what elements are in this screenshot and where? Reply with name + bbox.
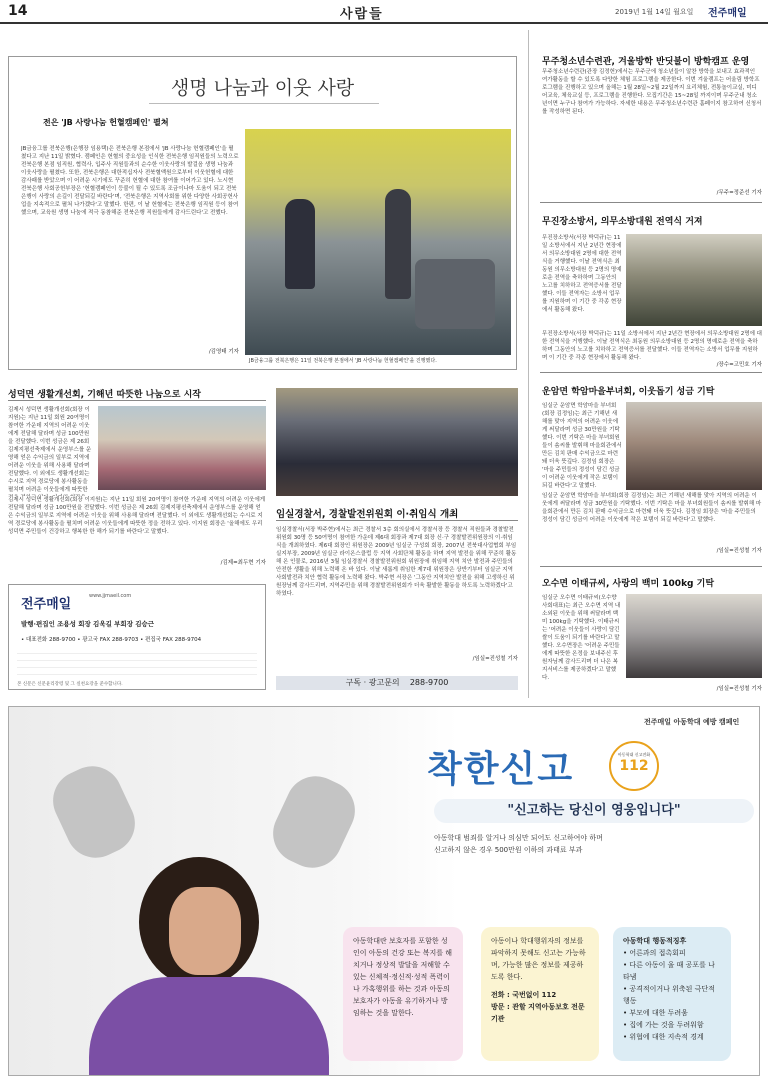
signs-item: • 다른 아동이 울 때 공포를 나타냄: [623, 961, 715, 981]
shadow-hand-left: [43, 756, 144, 867]
ad-box-definition: [343, 927, 463, 1061]
shadow-hand-right: [263, 766, 364, 877]
main-photo-caption: JB금융그룹 전북은행은 11일 전북은행 본점에서 'JB 사랑나눔 헌혈캠페인'을 진행했다.: [249, 358, 437, 364]
shelter-group-photo: [98, 406, 266, 490]
shelter-article-title: 성덕면 생활개선회, 기해년 따뜻한 나눔으로 시작: [8, 390, 201, 400]
photo-person: [385, 189, 411, 299]
title-rule: [8, 400, 266, 401]
right-article-body-3b: 임실군 운암면 학암마을 부녀회(회장 김정임)는 최근 기해년 새해를 맞아 지역의 어려운 이웃에게 써달라며 성금 30만원을 기탁했다. 이번 기탁은 마을 부녀회원들이 솜씨를 발휘해 마을회관에서 만든 김치 판매 수익금으로 마련돼 더욱 뜻깊다. 김정임 회장은 '마을 주민들의 정성이 담긴 성금이 어려운 이웃에게 작은 보탬이 되길 바란다'고 말했다.: [542, 493, 762, 523]
right-article-body-4: 임실군 오수면 이태규씨(오수향사회대표)는 최근 오수면 지역 내 소외된 이웃을 위해 써달라며 백미 100kg을 기탁했다. 이태규씨는 '어려운 이웃들이 사랑이 담긴 쌀이 도움이 되기를 바란다'고 말했다. 오수면장은 '어려운 주민들에게 따뜻한 온정을 보내주신 후원자님께 감사드리며 더 나은 복지서비스를 제공하겠다'고 말했다.: [542, 595, 621, 681]
main-article-byline: /김영태 기자: [208, 349, 239, 355]
ad-desc-1: 아동학대 범죄를 알거나 의심만 되어도 신고하여야 하며: [434, 834, 603, 842]
brand-logo: 전주매일: [708, 8, 747, 19]
face: [169, 887, 241, 975]
header-rule: [0, 22, 768, 24]
right-article-title-3: 운암면 학암마을부녀회, 이웃돕기 성금 기탁: [542, 387, 715, 397]
column-rule: [528, 30, 529, 698]
article-divider: [540, 202, 762, 203]
main-article-subtitle: 전은 'JB 사랑나눔 헌혈캠페인' 펼쳐: [43, 118, 169, 127]
ad-slogan: "신고하는 당신이 영웅입니다": [434, 799, 754, 823]
subscription-banner: [276, 676, 518, 690]
right-article-byline-1: /무주=정준선 기자: [716, 190, 762, 196]
article-divider: [540, 372, 762, 373]
ad-box-signs-title: 아동학대 행동적징후: [623, 937, 687, 945]
ad-box-definition-text: 아동학대란 보호자를 포함한 성인이 아동의 건강 또는 복지를 해치거나 정상적 발달을 저해할 수 있는 신체적·정신적·성적 폭력이나 가혹행위를 하는 것과 아동의 보호자가 아동을 유기하거나 방임하는 것을 말한다.: [353, 937, 453, 1017]
photo-bed: [415, 259, 495, 329]
ad-box-signs: [613, 927, 731, 1061]
subscription-phone: 288-9700: [409, 678, 449, 687]
masthead-url[interactable]: www.jjmaeil.com: [89, 593, 132, 599]
signs-item: • 공격적이거나 위축된 극단적 행동: [623, 985, 715, 1005]
rice-donation-photo: [626, 594, 762, 678]
right-article-byline-3: /임실=진성철 기자: [716, 548, 762, 554]
ad-box-reporting: [481, 927, 599, 1061]
right-article-byline-2: /장수=고민호 기자: [716, 362, 762, 368]
main-article-title: 생명 나눔과 이웃 사랑: [170, 77, 355, 99]
main-article-box: [8, 56, 517, 370]
police-article-byline: /임실=진성철 기자: [472, 656, 518, 662]
ad-campaign: 전주매일 아동학대 예방 캠페인: [644, 718, 740, 726]
ad-box-phone: 전화 : 국번없이 112: [491, 991, 557, 999]
subscription-label: 구독 · 광고문의: [345, 678, 400, 687]
badge-label: 아동학대 신고전화: [617, 752, 651, 757]
page-number: 14: [8, 3, 28, 19]
signs-item: • 위협에 대한 지속적 경계: [623, 1033, 704, 1041]
shelter-article-byline: /김제=최두현 기자: [220, 560, 266, 566]
right-article-body-2: 무진장소방서(서장 박덕규)는 11일 소방서에서 지난 2년간 현장에서 의무소방대원 2명에 대한 전역식을 거행했다. 이날 전역식은 최동원 의무소방대원 등 2명의 명예로운 전역을 축하하며 그동안의 노고를 치하하고 전역증서를 전달했다. 이들 전역자는 소방서 업무를 지원하며 이 기간 중 각종 현장에서 활동해 왔다.: [542, 235, 622, 313]
photo-person: [285, 199, 315, 289]
article-divider: [540, 566, 762, 567]
masthead-footer: 본 신문은 신문윤리강령 및 그 실천요강을 준수합니다.: [17, 682, 123, 687]
masthead-contact: • 대표전화 288-9700 • 광고국 FAX 288-9703 • 편집국 FAX 288-9704: [21, 637, 202, 643]
masthead-box: [8, 584, 266, 690]
badge-number: 112: [619, 758, 649, 774]
right-article-title-4: 오수면 이태규씨, 사랑의 백미 100kg 기탁: [542, 579, 715, 589]
issue-date: 2019년 1월 14일 월요일: [615, 8, 694, 16]
fire-station-photo: [626, 234, 762, 326]
shelter-article-body-a: 김제시 성덕면 생활개선회(회장 이지원)는 지난 11일 회원 20여명이 참여한 가운데 지역의 어려운 이웃에게 전달해 달라며 성금 100만원을 전달했다. 이번 성금은 제 26회 김제지평선축제에서 운영부스를 운영해 얻은 수익금의 일부로 지역에 어려운 이웃을 위해 사용해 달라며 전달했다. 이 외에도 생활개선회는 수시로 지역 경로당에 봉사활동을 펼치며 어려운 이웃들에게 따뜻한: [8, 407, 92, 493]
masthead-logo: 전주매일: [21, 597, 72, 612]
ad-desc-2: 신고하지 않은 경우 500만원 이하의 과태료 부과: [434, 846, 583, 854]
police-article-title: 임실경찰서, 경찰발전위원회 이·취임식 개최: [276, 509, 459, 520]
right-article-title-1: 무주청소년수련관, 겨울방학 반딧불이 방학캠프 운영: [542, 57, 750, 67]
badge-112: [609, 741, 659, 791]
title-rule: [149, 103, 379, 104]
police-ceremony-photo: [276, 388, 518, 496]
signs-item: • 부모에 대한 두려움: [623, 1009, 688, 1017]
shelter-article-body-b: 김제시 성덕면 생활개선회(회장 이지원)는 지난 11일 회원 20여명이 참여한 가운데 지역의 어려운 이웃에게 전달해 달라며 성금 100만원을 전달했다. 이번 성금은 제 26회 김제지평선축제에서 운영부스를 운영해 얻은 수익금의 일부로 지역에 어려운 이웃을 위해 사용해 달라며 전달했다. 이 외에도 생활개선회는 수시로 지역 경로당에 봉사활동을 펼치며 어려운 이웃들에게 따뜻한 정을 전하고 있다. 이지원 회장은 '올해에도 우리 성덕면 주민들이 건강하고 행복한 한 해가 되기를 바란다'고 말했다.: [8, 497, 266, 535]
ad-box-reporting-text: 아동이나 학대행위자의 정보를 파악하지 못해도 신고는 가능하며, 가능한 많은 정보를 제공하도록 한다.: [491, 937, 586, 981]
section-title: 사람들: [340, 7, 384, 22]
masthead-publisher: 발행·편집인 조용성 회장 김욱길 부회장 김승근: [21, 620, 155, 628]
right-article-body-3: 임실군 운암면 학암마을 부녀회(회장 김정임)는 최근 기해년 새해를 맞아 지역의 어려운 이웃에게 써달라며 성금 30만원을 기탁했다. 이번 기탁은 마을 부녀회원들이 솜씨를 발휘해 마을회관에서 만든 김치 판매 수익금으로 마련돼 더욱 뜻깊다. 김정임 회장은 '마을 주민들의 정성이 담긴 성금이 어려운 이웃에게 작은 보탬이 되길 바란다'고 말했다.: [542, 403, 622, 489]
main-article-body: JB금융그룹 전북은행(은행장 임용택)은 전북은행 본점에서 'JB 사랑나눔 헌혈캠페인'을 펼쳤다고 지난 11일 밝혔다. 캠페인은 헌혈의 중요성을 인식한 전북은행 임직원들의 노력으로 전북은행 본점 임직원, 협력사, 입주사 직원들과의 순수한 이웃사랑의 발걸음 생명 나눔과 이웃사랑을 펼쳤다. 또한, 전북은행은 대한적십자사 전북혈액원으로부터 이웃헌혈에 대한 감사패를 받았으며 이 어려운 시기에도 꾸준히 헌혈에 대한 참여를 이어가고 있다. 노시현 전북은행 사회공헌부장은 '헌혈캠페인이 등불이 될 수 있도록 조금이나마 도움이 되고 전북은행이 사랑의 손길이 전달되길 바란다'며, '전북은행은 지역사회를 위한 다양한 사회공헌사업을 지속적으로 펼쳐 나가겠다'고 말했다. 한편, 이 날 헌혈에는 전북은행 임직원 등이 참여했으며, 교육원 생명 나눔에 적극 동참해준 전북은행 직원들에게 감사드린다'고 전했다.: [21, 146, 239, 216]
title-rule: [276, 520, 518, 521]
right-article-byline-4: /임실=진성철 기자: [716, 686, 762, 692]
signs-item: • 어른과의 접촉회피: [623, 949, 686, 957]
bureau-directory: [17, 647, 257, 679]
ad-title: 착한신고: [427, 749, 575, 790]
donation-photo: [626, 402, 762, 490]
shirt: [89, 977, 329, 1076]
distressed-child-illustration: [9, 747, 389, 1076]
police-article-body: 임실경찰서(서장 박주현)에서는 최근 경찰서 3층 회의실에서 경찰서장 등 경찰서 직원들과 경찰발전위원회 30명 등 50여명이 참여한 가운데 제6대 회장과 제7대 회장 신·구 경찰발전위원장의 이·취임식을 개최하였다. 제6대 회장인 위원장은 2009년 임실군 구성회 회장, 2007년 전북대사업협회 부임실지부장, 2009년 임실군 라이온스클럽 등 지역 사회단체 활동을 하며 지역 발전을 위해 꾸준히 활동해 온 인물로, 2016년 3월 임실경찰서 경찰발전위원회 위원장에 취임해 지역 치안 발전과 주민들의 안전한 생활을 위해 노력해 온 바 있다. 이날 새롭게 취임한 제7대 위원장은 상반기부터 임실군 지역 사회발전과 치안 협력 활동에 노력해 왔다. 박주현 서장은 '그동안 지역치안 발전을 위해 고생하신 위원장님께 감사드리며, 지역주민을 위해 경찰발전위원회가 더욱 활발한 활동을 하도록 노력하겠다'고 하였다.: [276, 527, 517, 597]
right-article-body-2b: 무진장소방서(서장 박덕규)는 11일 소방서에서 지난 2년간 현장에서 의무소방대원 2명에 대한 전역식을 거행했다. 이날 전역식은 최동원 의무소방대원 등 2명의 명예로운 전역을 축하하며 그동안의 노고를 치하하고 전역증서를 전달했다. 이들 전역자는 소방서 업무를 지원하며 이 기간 중 각종 현장에서 활동해 왔다.: [542, 331, 762, 360]
right-article-title-2: 무진장소방서, 의무소방대원 전역식 거져: [542, 217, 703, 227]
ad-box-visit: 방문 : 관할 지역아동보호 전문기관: [491, 1003, 585, 1023]
right-article-body-1: 무주청소년수련관(관장 김정헌)에서는 무주군에 청소년들이 알찬 방학을 보내고 효과적인 여가활동을 할 수 있도록 다양한 체험 프로그램을 제공한다. 이번 겨울캠프는 어울림 방학프로그램을 진행하고 있으며 올해는 1월 28일~2월 22일까지 요리체험, 전통놀이교실, 미디어교육, 체육교실 등, 프로그램을 진행한다. 모집기간은 15~28일 까지이며 무주군내 청소년이면 누구나 참여가 가능하다. 자세한 내용은 무주청소년수련관 홈페이지 참고하여 신청서를 작성하면 된다.: [542, 69, 762, 115]
signs-item: • 집에 가는 것을 두려워함: [623, 1021, 704, 1029]
blood-donation-photo: [245, 129, 511, 355]
child-abuse-ad: [8, 706, 760, 1076]
